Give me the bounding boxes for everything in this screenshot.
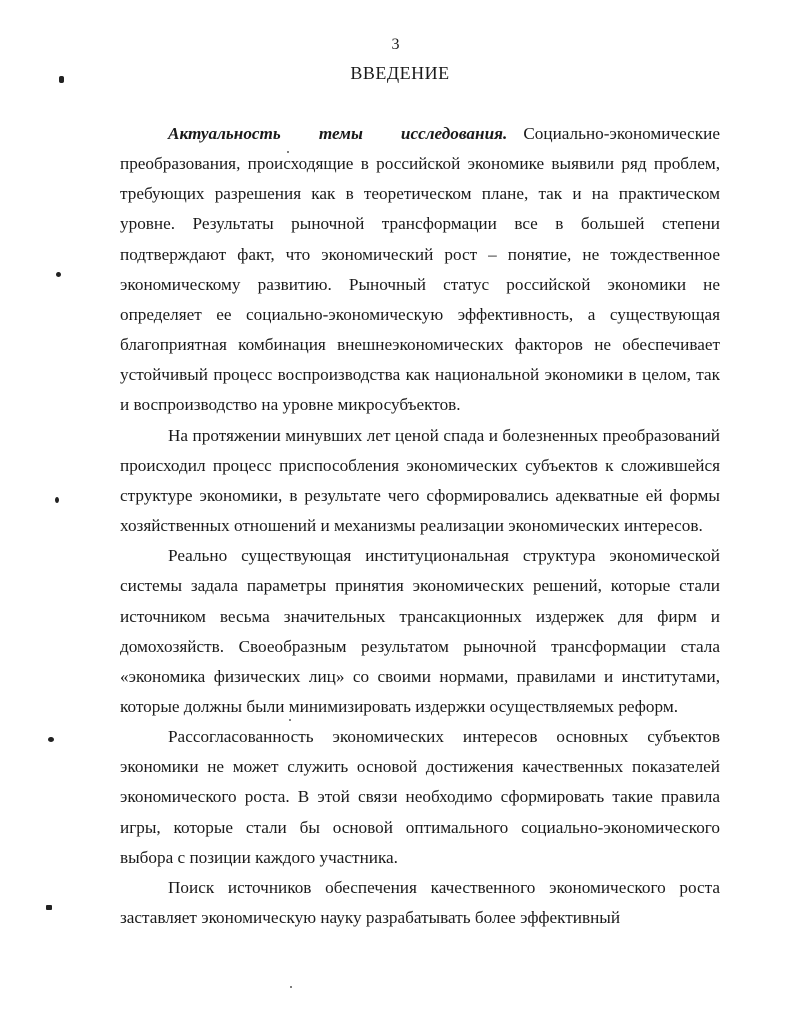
scan-speck — [290, 986, 292, 988]
paragraph-3: Реально существующая институциональная структура экономической системы задала параметры принятия экономических решений, которые стали источником весьма значительных трансакционных издержек для фирм и домохозяйств. Своеобразным результатом рыночной трансформации стала «экономика физических лиц» со своими нормами, правилами и институтами, которые должны были минимизировать издержки осуществляемых реформ. — [120, 546, 720, 716]
paragraph-4: Рассогласованность экономических интересов основных субъектов экономики не может служить основой достижения качественных показателей экономического роста. В этой связи необходимо сформировать такие правила игры, которые стали бы основой оптимального социально-экономического выбора с позиции каждого участника. — [120, 727, 720, 867]
section-title: ВВЕДЕНИЕ — [350, 63, 450, 83]
paragraph-2: На протяжении минувших лет ценой спада и болезненных преобразований происходил процесс приспособления экономических субъектов к сложившейся структуре экономики, в результате чего сформировались адекватные ей формы хозяйственных отношений и механизмы реализации экономических интересов. — [120, 425, 720, 536]
scan-mark — [48, 737, 54, 742]
scan-mark — [59, 76, 64, 83]
page-number: 3 — [391, 36, 400, 53]
scan-mark — [46, 905, 52, 910]
scan-mark — [55, 497, 59, 503]
paragraph-text: Социально-экономические преобразования, происходящие в российской экономике выявили ряд проблем, требующих разрешения как в теоретическом плане, так и на практическом уровне. Результаты рыночной трансформации все в большей степени подтверждают факт, что экономический рост – понятие, не тождественное экономическому развитию. Рыночный статус российской экономики не определяет ее социально-экономическую эффективность, а существующая благоприятная комбинация внешнеэкономических факторов не обеспечивает устойчивый процесс воспроизводства как национальной экономики в целом, так и воспроизводство на уровне микросубъектов. — [120, 124, 720, 415]
scan-speck — [289, 719, 291, 721]
paragraph-1 — [120, 119, 720, 421]
paragraph-lead: Актуальность темы исследования. — [168, 124, 508, 143]
body-text — [120, 119, 720, 933]
scan-mark — [56, 272, 61, 277]
paragraph-5: Поиск источников обеспечения качественного экономического роста заставляет экономическую науку разрабатывать более эффективный — [120, 877, 720, 928]
scan-speck — [287, 151, 289, 153]
